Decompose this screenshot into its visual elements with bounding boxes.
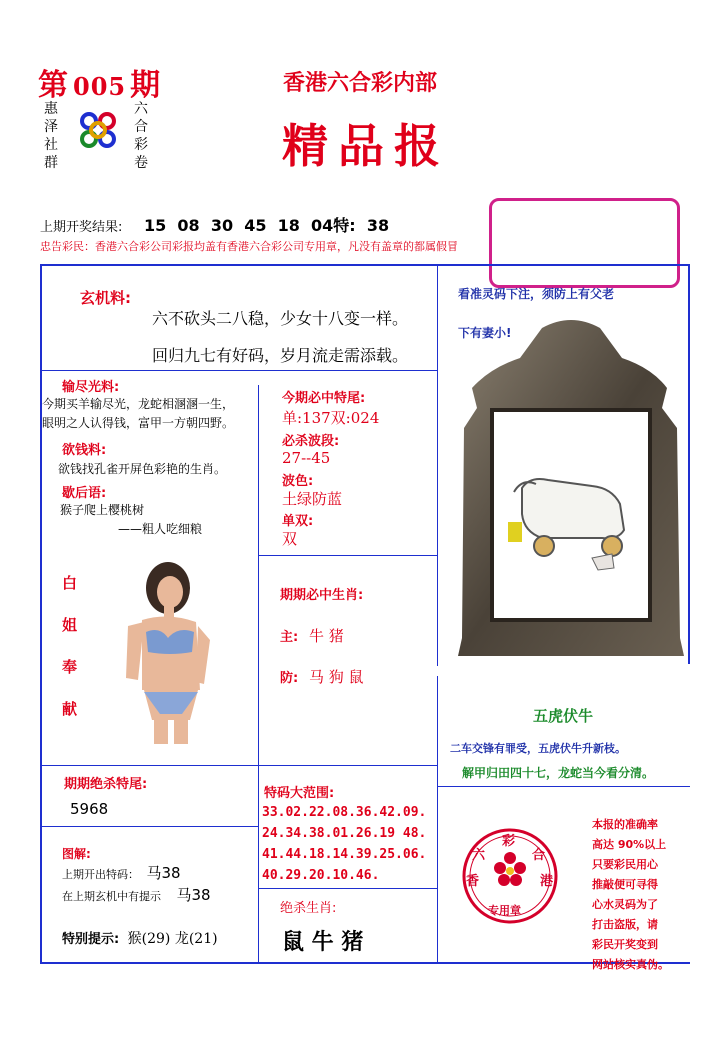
girl-photo bbox=[120, 560, 212, 744]
xuanji-line-2: 回归九七有好码，岁月流走需添载。 bbox=[152, 346, 409, 365]
wave-value: 27--45 bbox=[282, 449, 331, 467]
kill-zodiac-value: 鼠 牛 猪 bbox=[282, 929, 364, 955]
right-header-2: 下有妻小! bbox=[458, 326, 512, 340]
tujie-row-1-label: 上期开出特码： bbox=[62, 868, 139, 881]
issue-label bbox=[38, 60, 161, 104]
special-label: 特别提示: bbox=[62, 932, 120, 947]
warning-text: 忠告彩民：香港六合彩公司彩报均盖有香港六合彩公司专用章，凡没有盖章的都属假冒 bbox=[40, 240, 458, 253]
zodiac-label: 期期必中生肖: bbox=[280, 588, 364, 603]
tujie-label: 图解: bbox=[62, 847, 91, 861]
accuracy-line: 只要彩民用心 bbox=[592, 858, 658, 871]
zodiac-main-value: 牛 猪 bbox=[308, 627, 344, 645]
color-label: 波色: bbox=[282, 474, 314, 489]
title-main: 精品报 bbox=[282, 119, 450, 173]
frame-top bbox=[40, 264, 690, 266]
xiehouyu-line-1: 猴子爬上樱桃树 bbox=[60, 503, 145, 517]
right-header-1: 看准灵码下注，须防上有父老 bbox=[458, 287, 615, 301]
accuracy-note bbox=[592, 815, 690, 975]
seal-char: 港 bbox=[540, 874, 554, 889]
mirror-frame-image bbox=[452, 318, 690, 658]
results-label: 上期开奖结果: bbox=[40, 220, 123, 235]
shujin-line-2: 眼明之人认得钱，富甲一方朝四野。 bbox=[42, 416, 235, 430]
range-row: 33.02.22.08.36.42.09. bbox=[262, 805, 427, 820]
title-top: 香港六合彩内部 bbox=[283, 70, 438, 96]
seal-char: 专用章 bbox=[488, 904, 521, 917]
left-vertical-2: 六合彩卷 bbox=[134, 101, 148, 171]
seal-char: 合 bbox=[532, 848, 546, 863]
tujie-row-2 bbox=[62, 884, 211, 905]
tujie-row-2-label: 在上期玄机中有提示 bbox=[62, 890, 161, 903]
zodiac-guard bbox=[280, 666, 364, 687]
seal-char: 彩 bbox=[502, 834, 516, 849]
tujie-row-2-value: 马38 bbox=[176, 886, 211, 904]
kill-zodiac-label: 绝杀生肖: bbox=[280, 901, 337, 916]
zodiac-guard-label: 防: bbox=[280, 671, 299, 686]
range-row: 41.44.18.14.39.25.06. bbox=[262, 847, 427, 862]
issue-number: 005 bbox=[73, 72, 127, 101]
divider-row-1 bbox=[42, 370, 437, 371]
special-value: 猴(29) 龙(21) bbox=[127, 931, 218, 947]
range-row: 24.34.38.01.26.19 48. bbox=[262, 826, 427, 841]
color-value: 土绿防蓝 bbox=[282, 490, 343, 508]
poem-line-1: 二车交锋有罪受，五虎伏牛升新枝。 bbox=[450, 742, 626, 755]
xuanji-line-1: 六不砍头二八稳，少女十八变一样。 bbox=[152, 309, 409, 328]
must-tail-label: 今期必中特尾: bbox=[282, 391, 366, 406]
left-vertical-1: 惠泽社群 bbox=[44, 101, 58, 171]
shujin-line-1: 今期买羊输尽光，龙蛇相溷溷一生， bbox=[42, 397, 235, 411]
accuracy-line: 彩民开奖变到 bbox=[592, 938, 658, 951]
divider-col bbox=[437, 266, 438, 666]
oddeven-label: 单双: bbox=[282, 514, 314, 529]
stamp-box bbox=[489, 198, 680, 288]
issue-prefix: 第 bbox=[38, 68, 69, 103]
xuanji-label: 玄机料: bbox=[80, 289, 131, 307]
accuracy-line: 推敲便可寻得 bbox=[592, 878, 658, 891]
range-row: 40.29.20.10.46. bbox=[262, 868, 380, 883]
divider-row-3 bbox=[42, 765, 437, 766]
girl-caption bbox=[62, 562, 77, 730]
shujin-label: 输尽光料: bbox=[62, 380, 120, 395]
xiehouyu-line-2: ——粗人吃细粮 bbox=[118, 522, 203, 536]
accuracy-line: 心水灵码为了 bbox=[592, 898, 658, 911]
frame-left bbox=[40, 264, 42, 964]
issue-suffix: 期 bbox=[130, 68, 162, 103]
accuracy-line: 网站核实真伪。 bbox=[592, 958, 669, 971]
tujie-row-1 bbox=[62, 862, 181, 883]
accuracy-line: 本报的准确率 bbox=[592, 818, 658, 831]
divider-row-2 bbox=[259, 555, 437, 556]
danshuang-value: 单:137双:024 bbox=[282, 409, 380, 427]
accuracy-line: 打击盗版，请 bbox=[592, 918, 658, 931]
seal-chars bbox=[460, 826, 560, 926]
wave-label: 必杀波段: bbox=[282, 434, 340, 449]
girl-caption-char: 献 bbox=[62, 700, 78, 718]
poem-title: 五虎伏牛 bbox=[533, 707, 594, 725]
zodiac-guard-value: 马 狗 鼠 bbox=[308, 668, 364, 686]
seal-char: 香 bbox=[466, 874, 480, 889]
tujie-row-1-value: 马38 bbox=[146, 864, 181, 882]
yuqian-label: 欲钱料: bbox=[62, 443, 107, 458]
poem-line-2: 解甲归田四十七，龙蛇当今看分清。 bbox=[462, 766, 655, 780]
jue-tail-value: 5968 bbox=[70, 800, 109, 818]
oddeven-value: 双 bbox=[282, 530, 298, 548]
xiehouyu-label: 歇后语: bbox=[62, 486, 107, 501]
seal-char: 六 bbox=[472, 848, 486, 863]
girl-caption-char: 姐 bbox=[62, 616, 78, 634]
range-rows bbox=[262, 802, 426, 886]
rings-logo-icon bbox=[78, 110, 118, 150]
zodiac-main bbox=[280, 625, 344, 646]
divider-right-1 bbox=[437, 786, 690, 787]
girl-caption-char: 奉 bbox=[62, 658, 78, 676]
range-label: 特码大范围: bbox=[264, 786, 335, 801]
accuracy-line: 高达 90%以上 bbox=[592, 838, 667, 851]
results-numbers: 15 08 30 45 18 04特: 38 bbox=[144, 216, 390, 235]
divider-mid-col bbox=[258, 385, 259, 962]
girl-caption-char: 白 bbox=[62, 574, 78, 592]
yuqian-text: 欲钱找孔雀开屏色彩艳的生肖。 bbox=[58, 462, 227, 476]
jue-tail-label: 期期绝杀特尾: bbox=[64, 777, 148, 792]
divider-row-4 bbox=[42, 826, 258, 827]
divider-row-5 bbox=[259, 888, 437, 889]
zodiac-main-label: 主: bbox=[280, 630, 299, 645]
